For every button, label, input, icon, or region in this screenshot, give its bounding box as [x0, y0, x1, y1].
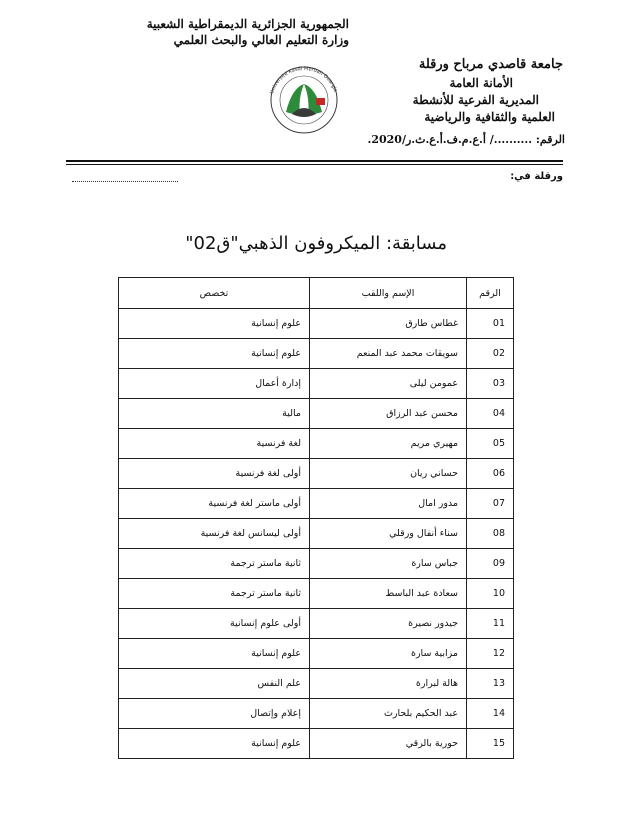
reference-number: الرقم: ........../ أ.ع.م.ف.أ.ع.ث.ر/2020.	[367, 133, 565, 146]
directorate-line-2: العلمية والثقافية والرياضية	[424, 110, 555, 124]
header-specialty: تخصص	[119, 278, 310, 309]
city-date-blank	[72, 181, 178, 182]
row-specialty: إدارة أعمال	[119, 369, 310, 399]
row-name: هالة لبرارة	[310, 669, 467, 699]
row-name: عمومن ليلى	[310, 369, 467, 399]
table-row	[119, 579, 514, 609]
row-name: سعادة عبد الباسط	[310, 579, 467, 609]
participants-table	[118, 277, 514, 759]
table-header-row	[119, 278, 514, 309]
header-number: الرقم	[467, 278, 514, 309]
university-heading: جامعة قاصدي مرباح ورقلة	[418, 57, 563, 72]
row-specialty: ثانية ماستر ترجمة	[119, 579, 310, 609]
row-specialty: مالية	[119, 399, 310, 429]
row-name: سويقات محمد عبد المنعم	[310, 339, 467, 369]
table-row	[119, 489, 514, 519]
row-specialty: لغة فرنسية	[119, 429, 310, 459]
row-specialty: ثانية ماستر ترجمة	[119, 549, 310, 579]
row-specialty: إعلام وإتصال	[119, 699, 310, 729]
row-specialty: أولى ليسانس لغة فرنسية	[119, 519, 310, 549]
seal-text-en: Université Kasdi Merbah Ouargla	[269, 65, 339, 95]
row-name: جباس سارة	[310, 549, 467, 579]
table-row	[119, 519, 514, 549]
row-specialty: علوم إنسانية	[119, 639, 310, 669]
row-name: حساني ريان	[310, 459, 467, 489]
row-number: 01	[467, 309, 514, 339]
city-date-label: ورقلة في:	[510, 171, 563, 182]
row-name: حورية بالرقي	[310, 729, 467, 759]
table-row	[119, 729, 514, 759]
table-row	[119, 699, 514, 729]
ministry-heading: وزارة التعليم العالي والبحث العلمي	[173, 33, 349, 47]
header-rule-thin	[66, 164, 563, 165]
table-row	[119, 669, 514, 699]
row-number: 12	[467, 639, 514, 669]
row-name: جيدور نصيرة	[310, 609, 467, 639]
university-seal-icon	[262, 58, 346, 136]
directorate-line-1: المديرية الفرعية للأنشطة	[412, 93, 539, 107]
header-rule	[66, 160, 563, 162]
row-number: 07	[467, 489, 514, 519]
table-row	[119, 609, 514, 639]
header-name: الإسم واللقب	[310, 278, 467, 309]
table-row	[119, 399, 514, 429]
table-row	[119, 369, 514, 399]
row-number: 03	[467, 369, 514, 399]
row-name: سناء أنفال ورقلي	[310, 519, 467, 549]
table-body	[119, 309, 514, 759]
row-number: 05	[467, 429, 514, 459]
row-number: 11	[467, 609, 514, 639]
row-specialty: علوم إنسانية	[119, 339, 310, 369]
row-number: 15	[467, 729, 514, 759]
row-name: محسن عبد الرزاق	[310, 399, 467, 429]
table-row	[119, 639, 514, 669]
row-number: 13	[467, 669, 514, 699]
row-specialty: أولى لغة فرنسية	[119, 459, 310, 489]
row-specialty: علوم إنسانية	[119, 309, 310, 339]
row-specialty: أولى ماستر لغة فرنسية	[119, 489, 310, 519]
row-number: 14	[467, 699, 514, 729]
row-number: 04	[467, 399, 514, 429]
row-name: غطاس طارق	[310, 309, 467, 339]
row-number: 02	[467, 339, 514, 369]
row-number: 06	[467, 459, 514, 489]
row-name: مدور امال	[310, 489, 467, 519]
page-title: مسابقة: الميكروفون الذهبي"ق02"	[185, 233, 447, 254]
row-specialty: أولى علوم إنسانية	[119, 609, 310, 639]
republic-heading: الجمهورية الجزائرية الديمقراطية الشعبية	[146, 17, 349, 31]
table-row	[119, 309, 514, 339]
row-number: 10	[467, 579, 514, 609]
row-number: 09	[467, 549, 514, 579]
row-specialty: علوم إنسانية	[119, 729, 310, 759]
table-row	[119, 549, 514, 579]
row-name: مزابية سارة	[310, 639, 467, 669]
row-name: مهيري مريم	[310, 429, 467, 459]
secretariat-heading: الأمانة العامة	[449, 76, 513, 90]
row-name: عبد الحكيم بلحارث	[310, 699, 467, 729]
table-row	[119, 459, 514, 489]
row-number: 08	[467, 519, 514, 549]
table-row	[119, 429, 514, 459]
table-row	[119, 339, 514, 369]
row-specialty: علم النفس	[119, 669, 310, 699]
